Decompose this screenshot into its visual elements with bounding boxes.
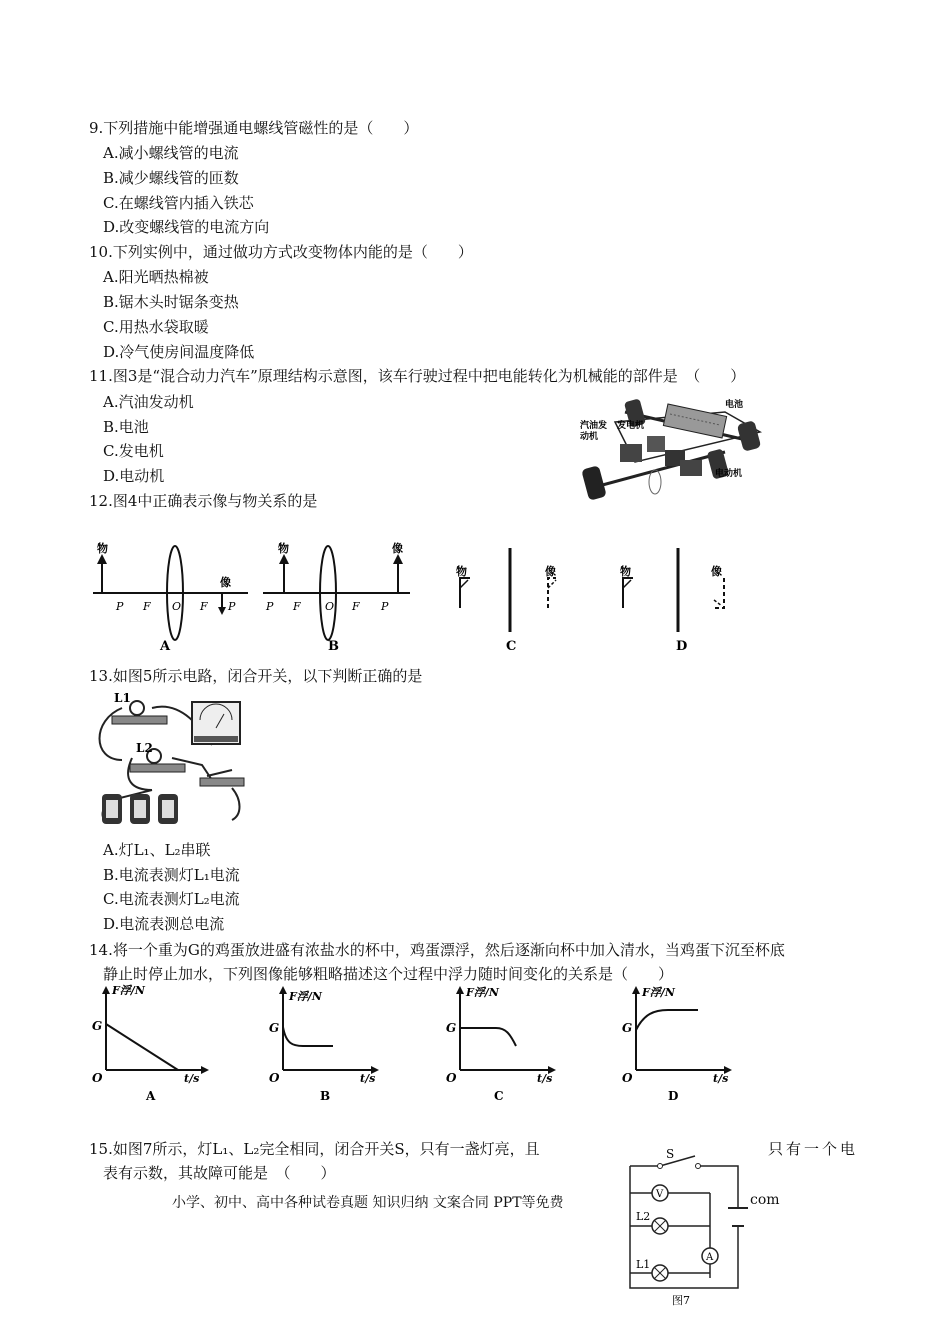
diagram-b-label: B [328,639,339,654]
graph-b-x-label: t/s [360,1072,376,1085]
graph-c-origin: O [446,1071,457,1085]
graph-c-x-label: t/s [537,1072,553,1085]
q9-stem: 9.下列措施中能增强通电螺线管磁性的是（ ） [89,119,419,137]
voltmeter-label: V [656,1189,664,1200]
diagram-c-label: C [506,639,517,654]
q11-option-c: C.发电机 [103,442,164,460]
q10-option-d: D.冷气使房间温度降低 [103,343,255,361]
graph-b-g-label: G [269,1021,280,1035]
figure-7-caption: 图7 [672,1294,690,1307]
q9-option-b: B.减少螺线管的匝数 [103,169,239,187]
image-label-a: 像 [220,576,231,589]
generator-label: 发电机 [617,421,645,431]
graph-b-origin: O [269,1071,280,1085]
q10-stem: 10.下列实例中，通过做功方式改变物体内能的是（ ） [89,243,473,261]
diagram-c [456,548,556,654]
object-label-b: 物 [278,542,289,555]
p-label-a1: P [116,600,124,613]
graph-d-y-label: F浮/N [642,986,675,999]
image-label-c: 像 [545,565,556,578]
diagram-d [620,548,724,654]
f-label-b1: F [293,600,301,613]
circuit-figure-7 [620,1148,750,1308]
battery-label: 电池 [725,400,744,410]
q15-stem-line1: 15.如图7所示，灯L₁、L₂完全相同，闭合开关S，只有一盏灯亮，且 [89,1140,540,1158]
graph-a-y-label: F浮/N [112,984,145,997]
q11-option-d: D.电动机 [103,467,165,485]
graph-d [622,986,732,1103]
q11-stem: 11.图3是“混合动力汽车”原理结构示意图，该车行驶过程中把电能转化为机械能的部件是 （ ） [89,367,746,385]
o-label-b: O [325,600,335,613]
p-label-b2: P [381,600,389,613]
p-label-a2: P [228,600,236,613]
graph-d-name: D [668,1089,679,1103]
q10-option-b: B.锯木头时锯条变热 [103,293,239,311]
switch-s-label: S [666,1148,675,1161]
diagram-a [93,541,248,654]
buoyancy-graphs [88,982,748,1107]
hybrid-car-figure [575,392,775,514]
graph-a-origin: O [92,1071,103,1085]
graph-c-name: C [494,1089,504,1103]
object-label-c: 物 [456,565,467,578]
l1-label: L1 [114,691,131,705]
image-label-b: 像 [392,542,403,555]
motor-label: 电动机 [715,469,743,479]
o-label-a: O [172,600,182,613]
q13-option-b: B.电流表测灯L₁电流 [103,866,240,884]
footer-text: 小学、初中、高中各种试卷真题 知识归纳 文案合同 PPT等免费 [172,1195,564,1211]
q14-stem-line2: 静止时停止加水，下列图像能够粗略描述这个过程中浮力随时间变化的关系是（ ） [103,965,674,983]
f-label-a2: F [200,600,208,613]
graph-a-x-label: t/s [184,1072,200,1085]
footer-suffix: com [750,1192,780,1208]
graph-c [446,986,556,1103]
graph-c-y-label: F浮/N [466,986,499,999]
circuit-figure-5 [92,690,252,832]
graph-a [92,984,209,1103]
q11-option-b: B.电池 [103,418,149,436]
q15-stem-line2: 表有示数，其故障可能是 （ ） [103,1164,336,1182]
l2-label: L2 [136,741,153,755]
q13-option-d: D.电流表测总电流 [103,915,225,933]
graph-b-y-label: F浮/N [289,990,322,1003]
l2-label-fig7: L2 [636,1210,651,1223]
engine-label-2: 动机 [580,432,599,442]
ammeter-label: A [706,1252,714,1263]
diagram-a-label: A [160,639,171,654]
q11-option-a: A.汽油发动机 [103,393,194,411]
diagram-b [263,541,410,654]
q9-option-c: C.在螺线管内插入铁芯 [103,194,254,212]
graph-d-g-label: G [622,1021,633,1035]
engine-label-1: 汽油发 [580,421,608,431]
graph-b [269,986,379,1103]
q12-stem: 12.图4中正确表示像与物关系的是 [89,492,318,510]
q9-option-a: A.减小螺线管的电流 [103,144,239,162]
object-label-d: 物 [620,565,631,578]
graph-d-x-label: t/s [713,1072,729,1085]
graph-d-origin: O [622,1071,633,1085]
l1-label-fig7: L1 [636,1258,651,1271]
image-object-figure [88,540,748,655]
image-label-d: 像 [711,565,722,578]
p-label-b1: P [266,600,274,613]
q14-stem-line1: 14.将一个重为G的鸡蛋放进盛有浓盐水的杯中，鸡蛋漂浮，然后逐渐向杯中加入清水，当鸡蛋下沉至杯底 [89,941,785,959]
q13-option-a: A.灯L₁、L₂串联 [103,841,211,859]
object-label-a: 物 [97,542,108,555]
f-label-a1: F [143,600,151,613]
q10-option-c: C.用热水袋取暖 [103,318,209,336]
graph-b-name: B [320,1089,331,1103]
f-label-b2: F [352,600,360,613]
diagram-d-label: D [676,639,688,654]
q9-option-d: D.改变螺线管的电流方向 [103,218,270,236]
graph-a-name: A [146,1089,156,1103]
graph-a-g-label: G [92,1019,103,1033]
q13-option-c: C.电流表测灯L₂电流 [103,890,240,908]
q13-stem: 13.如图5所示电路，闭合开关，以下判断正确的是 [89,667,423,685]
q15-stem-line1-right: 只有一个电 [768,1140,859,1158]
graph-c-g-label: G [446,1021,457,1035]
q10-option-a: A.阳光晒热棉被 [103,268,209,286]
